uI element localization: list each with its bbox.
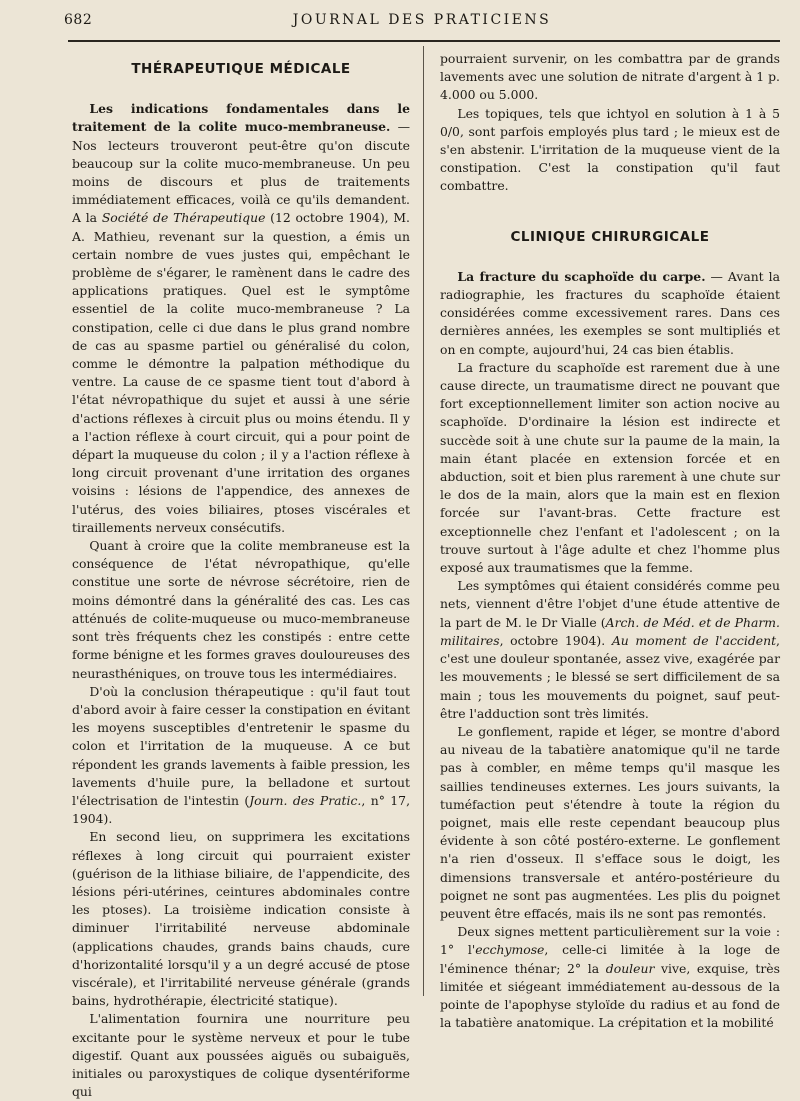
column-divider (423, 46, 424, 996)
paragraph: D'où la conclusion thérapeutique : qu'il faut tout d'abord avoir à faire cesser la constipation en évitant les moyens susceptibles d'entretenir le spasme du colon et l'irritation de la muqueuse. A ce but répondent les grands lavements à faible pression, les lavements d'huile pure, la belladone et surtout l'électrisation de l'intestin (Journ. des Pratic., n° 17, 1904). (72, 683, 411, 827)
article-lead: La fracture du scaphoïde du carpe. (457, 268, 706, 284)
right-column (440, 50, 780, 1040)
paragraph: La fracture du scaphoïde est rarement due à une cause directe, un traumatisme direct ne pouvant que fort exceptionnellement limiter son action nocive au scaphoïde. D'ordinaire la lésion est indirecte et succède soit à une chute sur la paume de la main, la main étant placée en extension forcée et en abduction, soit et bien plus rarement à une chute sur le dos de la main, alors que la main est en flexion forcée sur l'avant-bras. Cette fracture est exceptionnelle chez l'enfant et l'adolescent ; on la trouve surtout à l'âge adulte et chez l'homme plus exposé aux traumatismes que la femme. (440, 359, 780, 576)
page-header (64, 12, 780, 32)
paragraph: Quant à croire que la colite membraneuse est la conséquence de l'état névropathique, qu'elle constitue une sorte de névrose sécrétoire, rien de moins démontré dans la généralité des cas. Les cas atténués de colite-muqueuse ou muco-membraneuse sont très fréquents chez les constipés : entre cette forme bénigne et les formes graves douloureuses des neurasthéniques, on trouve tous les intermédiaires. (72, 538, 410, 681)
italic-reference: Journ. des Pratic. (249, 792, 362, 808)
paragraph: Les indications fondamentales dans le traitement de la colite muco-membraneuse. — Nos lecteurs trouveront peut-être qu'on discute beaucoup sur la colite muco-membraneuse. Un peu moins de discours et plus de traitements immédiatement efficaces, voilà ce qu'ils demandent. A la Société de Thérapeutique (12 octobre 1904), M. A. Mathieu, revenant sur la question, a émis un certain nombre de vues justes qui, empêchant le problème de s'égarer, le ramènent dans le cadre des applications pratiques. Quel est le symptôme essentiel de la colite muco-membraneuse ? La constipation, celle ci due dans le plus grand nombre de cas au spasme partiel ou généralisé du colon, comme le démontre la palpation méthodique du ventre. La cause de ce spasme tient tout d'abord à l'état névropathique du sujet et aussi à une série d'actions réflexes à circuit plus ou moins étendu. Il y a l'action réflexe à court circuit, qui a pour point de départ la muqueuse du colon ; il y a l'action réflexe à long circuit provenant d'une irritation des organes voisins : lésions de l'appendice, des annexes de l'utérus, des voies biliaires, ptoses viscérales et tiraillements nerveux consécutifs. (72, 101, 410, 535)
italic-reference: Société de Thérapeutique (101, 210, 266, 226)
paragraph: Les topiques, tels que ichtyol en solution à 1 à 5 0/0, sont parfois employés plus tard ; le mieux est de s'en abstenir. L'irritation de la muqueuse vient de la constipation. C'est la constipation qu'il faut combattre. (440, 105, 780, 194)
paragraph-continuation: pourraient survenir, on les combattra par de grands lavements avec une solution de nitrate d'argent à 1 p. 4.000 ou 5.000. (440, 51, 780, 103)
italic-term: douleur (605, 960, 655, 976)
paragraph: En second lieu, on supprimera les excitations réflexes à long circuit qui pourraient exister (guérison de la lithiase biliaire, de l'appendicite, des lésions péri-utérines, ceintures abdominales contre les ptoses). La troisième indication consiste à diminuer l'irritabilité nerveuse abdominale (applications chaudes, grands bains chauds, cure d'horizontalité lorsqu'il y a un degré accusé de ptose viscérale), et l'irritabilité nerveuse générale (grands bains, hydrothérapie, électricité statique). (72, 829, 410, 1009)
left-column (72, 50, 411, 1100)
paragraph: Deux signes mettent particulièrement sur la voie : 1° l'ecchymose, celle-ci limitée à la loge de l'éminence thénar; 2° la douleur vive, exquise, très limitée et siégeant immédiatement au-dessous de la pointe de l'apophyse styloïde du radius et au fond de la tabatière anatomique. La crépitation et la mobilité (440, 924, 780, 1031)
section-title-therapeutique: THÉRAPEUTIQUE MÉDICALE (131, 61, 351, 77)
page-number: 682 (64, 12, 93, 28)
paragraph: L'alimentation fournira une nourriture peu excitante pour le système nerveux et pour le tube digestif. Quant aux poussées aiguës ou subaiguës, initiales ou paroxystiques de colique dysentériforme qui (72, 1011, 410, 1100)
italic-reference: Arch. de Méd. et de Pharm. militaires (440, 614, 780, 648)
header-rule (68, 40, 780, 42)
paragraph: Les symptômes qui étaient considérés comme peu nets, viennent d'être l'objet d'une étude attentive de la part de M. le Dr Vialle (Arch. de Méd. et de Pharm. militaires, octobre 1904). Au moment de l'accident, c'est une douleur spontanée, assez vive, exagérée par les mouvements ; le blessé se sert difficilement de sa main ; tous les mouvements du poignet, sauf peut-être l'adduction sont très limités. (440, 578, 780, 721)
journal-title: JOURNAL DES PRATICIENS (292, 12, 552, 28)
section-title-clinique: CLINIQUE CHIRURGICALE (510, 228, 710, 245)
paragraph: Le gonflement, rapide et léger, se montre d'abord au niveau de la tabatière anatomique qu'il ne tarde pas à combler, en même temps qu'il masque les saillies tendineuses externes. Les jours suivants, la tuméfaction peut s'étendre à toute la région du poignet, mais elle reste cependant beaucoup plus évidente à son côté postéro-externe. Le gonflement n'a rien d'osseux. Il s'efface sous le doigt, les dimensions transversale et antéro-postérieure du poignet ne sont pas augmentées. Les plis du poignet peuvent être effacés, mais ils ne sont pas remontés. (440, 723, 780, 921)
italic-term: ecchymose (475, 942, 545, 958)
article-lead: Les indications fondamentales dans le traitement de la colite muco-membraneuse. (72, 101, 410, 135)
paragraph: La fracture du scaphoïde du carpe. — Avant la radiographie, les fractures du scaphoïde étaient considérées comme excessivement rares. Dans ces dernières années, les exemples se sont multipliés et on en compte, aujourd'hui, 24 cas bien établis. (440, 268, 780, 357)
italic-phrase: Au moment de l'accident (611, 632, 777, 648)
